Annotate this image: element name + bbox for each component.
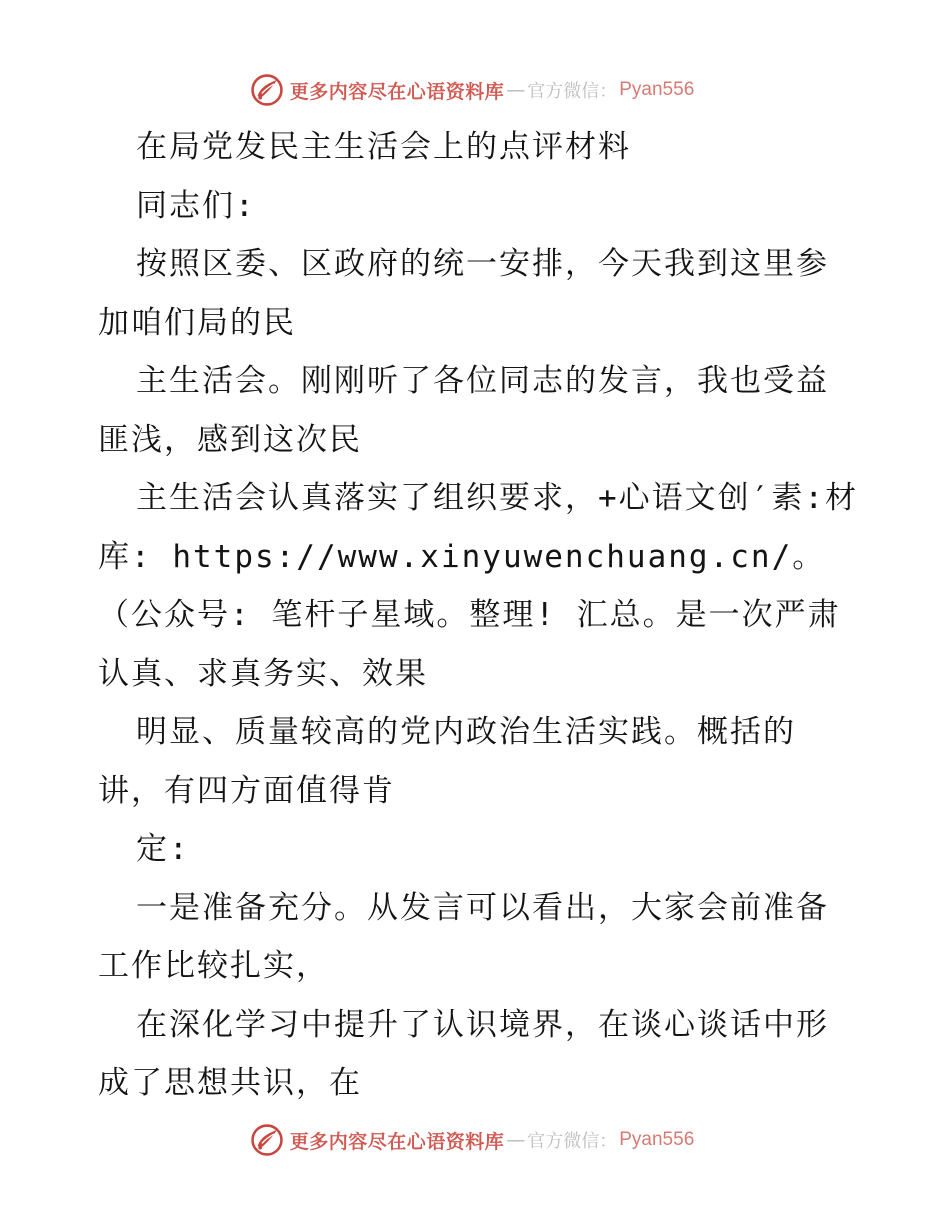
lotus-logo-icon	[250, 1123, 284, 1157]
banner-wechat-id: Pyan556	[619, 79, 695, 100]
document-paragraph: 明显、质量较高的党内政治生活实践。概括的讲，有四方面值得肯	[98, 714, 796, 809]
document-paragraph: 定:	[136, 831, 190, 867]
banner-wechat-label: 官方微信：	[527, 1131, 618, 1152]
banner-wechat-label: 官方微信：	[527, 81, 618, 102]
header-watermark-banner	[0, 70, 950, 110]
document-paragraph: 主生活会。刚刚听了各位同志的发言，我也受益匪浅，感到这次民	[98, 363, 829, 458]
document-paragraph: 在深化学习中提升了认识境界，在谈心谈话中形成了思想共识，在	[98, 1006, 829, 1101]
banner-wechat-id: Pyan556	[619, 1129, 695, 1150]
banner-separator: —	[506, 1129, 526, 1151]
banner-main-text: 更多内容尽在心语资料库	[289, 1130, 505, 1153]
document-paragraph: 主生活会认真落实了组织要求，+心语文创′素:材库: https://www.xinyuwenchuang.cn/。（公众号: 笔杆子星域。整理! 汇总。是一次严肃认真、求真务实、效果	[98, 480, 858, 692]
footer-watermark-banner	[0, 1120, 950, 1160]
document-title: 在局党发民主生活会上的点评材料	[136, 129, 631, 165]
document-body	[98, 118, 858, 1113]
footer-banner-inner	[250, 1123, 695, 1157]
banner-main-text: 更多内容尽在心语资料库	[289, 80, 505, 103]
banner-separator: —	[506, 79, 526, 101]
document-paragraph: 按照区委、区政府的统一安排，今天我到这里参加咱们局的民	[98, 246, 829, 341]
document-paragraph: 一是准备充分。从发言可以看出，大家会前准备工作比较扎实，	[98, 889, 829, 984]
document-salutation: 同志们:	[136, 187, 256, 224]
header-banner-inner	[250, 73, 695, 107]
lotus-logo-icon	[250, 73, 284, 107]
